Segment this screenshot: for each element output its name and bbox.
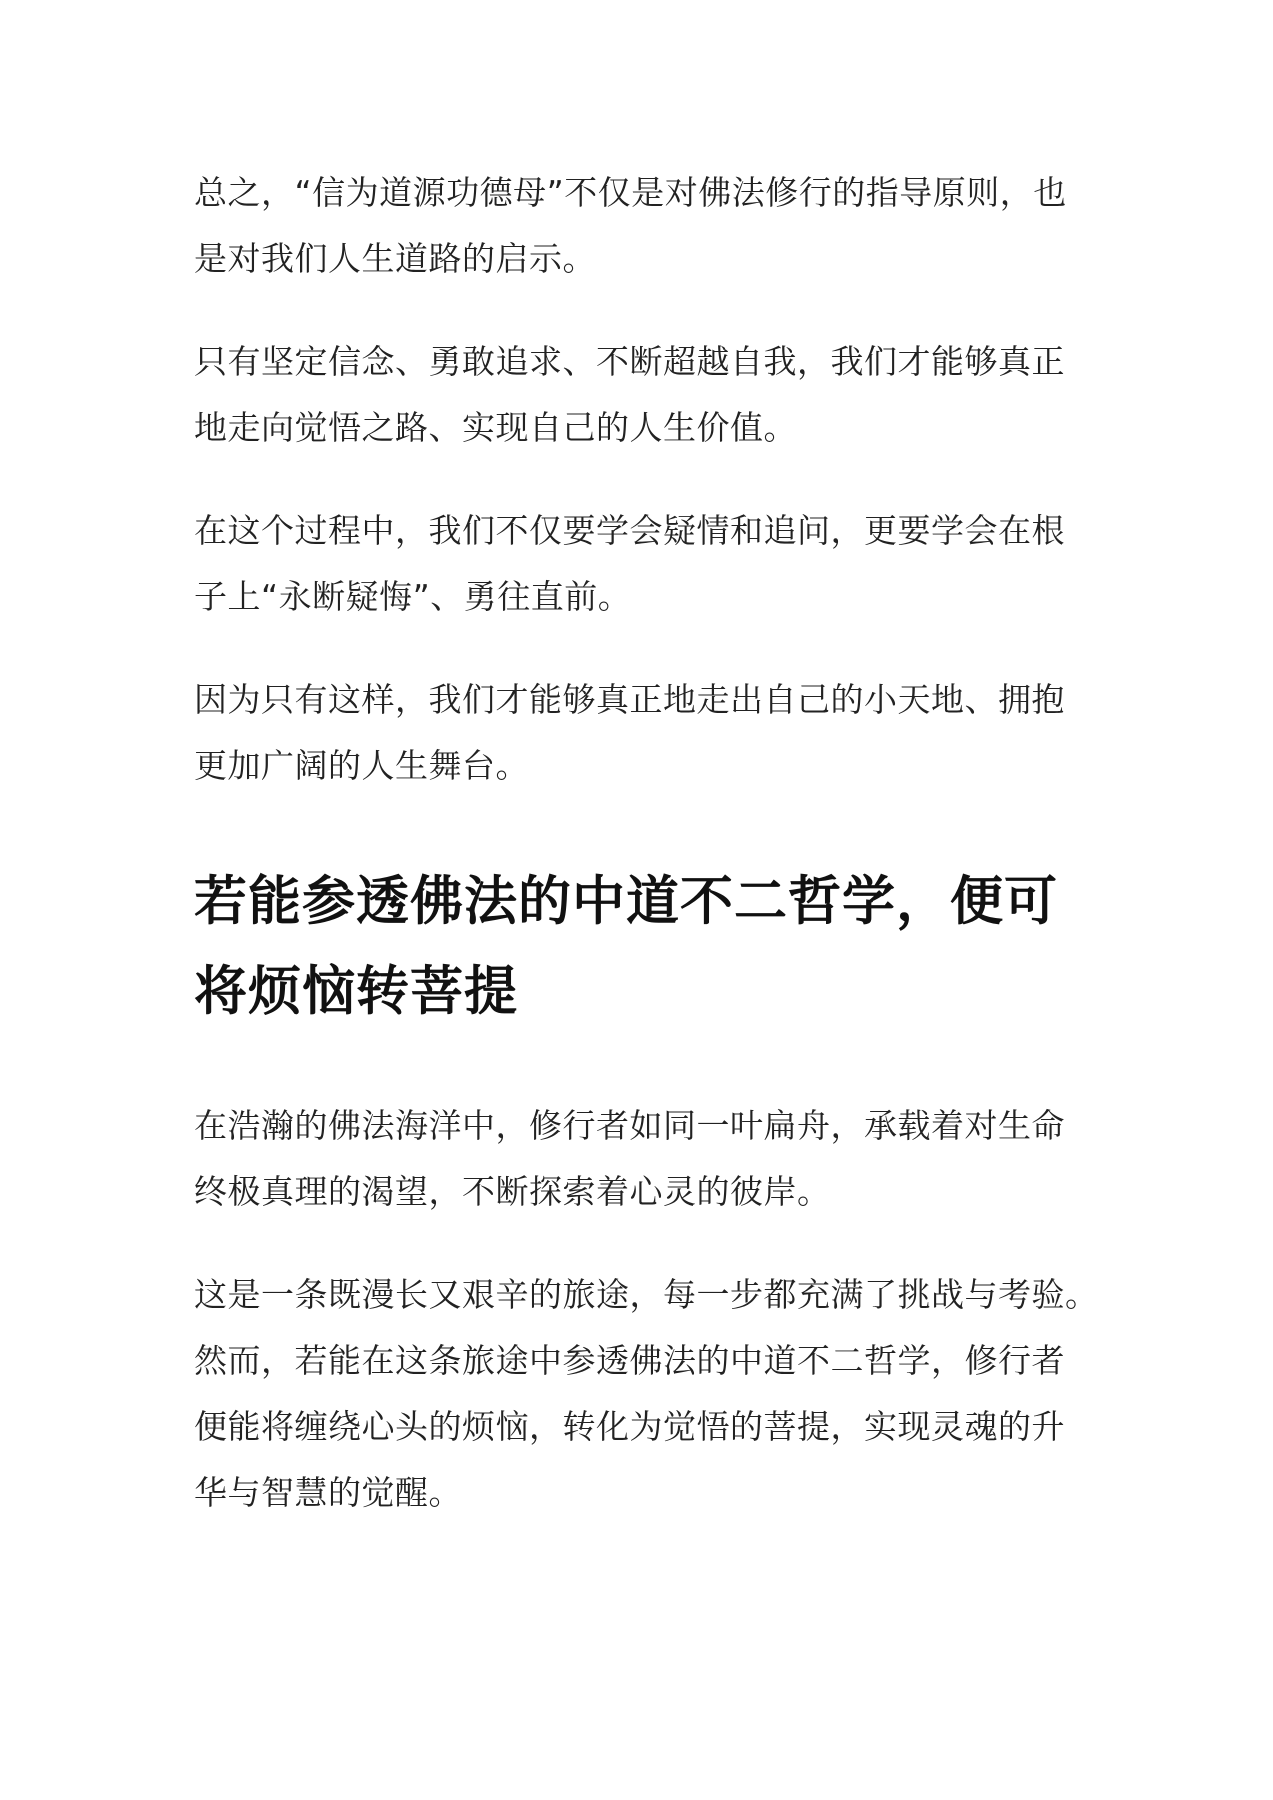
text-line: 地走向觉悟之路、实现自己的人生价值。 — [194, 408, 797, 447]
text-line: 便能将缠绕心头的烦恼，转化为觉悟的菩提，实现灵魂的升 — [194, 1407, 1065, 1446]
text-line: 总之，“信为道源功德母”不仅是对佛法修行的指导原则，也 — [194, 173, 1067, 212]
text-line: 华与智慧的觉醒。 — [194, 1473, 462, 1512]
paragraph-1 — [194, 160, 1134, 292]
section-heading — [194, 857, 1134, 1037]
text-line: 只有坚定信念、勇敢追求、不断超越自我，我们才能够真正 — [194, 342, 1065, 381]
text-line: 更加广阔的人生舞台。 — [194, 746, 529, 785]
paragraph-2 — [194, 329, 1134, 461]
paragraph-5 — [194, 1093, 1134, 1225]
paragraph-4 — [194, 667, 1134, 799]
text-line: 子上“永断疑悔”、勇往直前。 — [194, 577, 632, 616]
heading-line: 若能参透佛法的中道不二哲学，便可 — [194, 871, 1058, 932]
text-line: 在浩瀚的佛法海洋中，修行者如同一叶扁舟，承载着对生命 — [194, 1106, 1065, 1145]
text-line: 因为只有这样，我们才能够真正地走出自己的小天地、拥抱 — [194, 680, 1065, 719]
paragraph-6 — [194, 1262, 1134, 1526]
text-line: 终极真理的渴望，不断探索着心灵的彼岸。 — [194, 1172, 831, 1211]
text-line: 这是一条既漫长又艰辛的旅途，每一步都充满了挑战与考验。 — [194, 1275, 1099, 1314]
text-line: 是对我们人生道路的启示。 — [194, 239, 596, 278]
text-line: 在这个过程中，我们不仅要学会疑情和追问，更要学会在根 — [194, 511, 1065, 550]
text-line: 然而，若能在这条旅途中参透佛法的中道不二哲学，修行者 — [194, 1341, 1065, 1380]
article-body — [194, 160, 1134, 1563]
paragraph-3 — [194, 498, 1134, 630]
heading-line: 将烦恼转菩提 — [194, 961, 518, 1022]
